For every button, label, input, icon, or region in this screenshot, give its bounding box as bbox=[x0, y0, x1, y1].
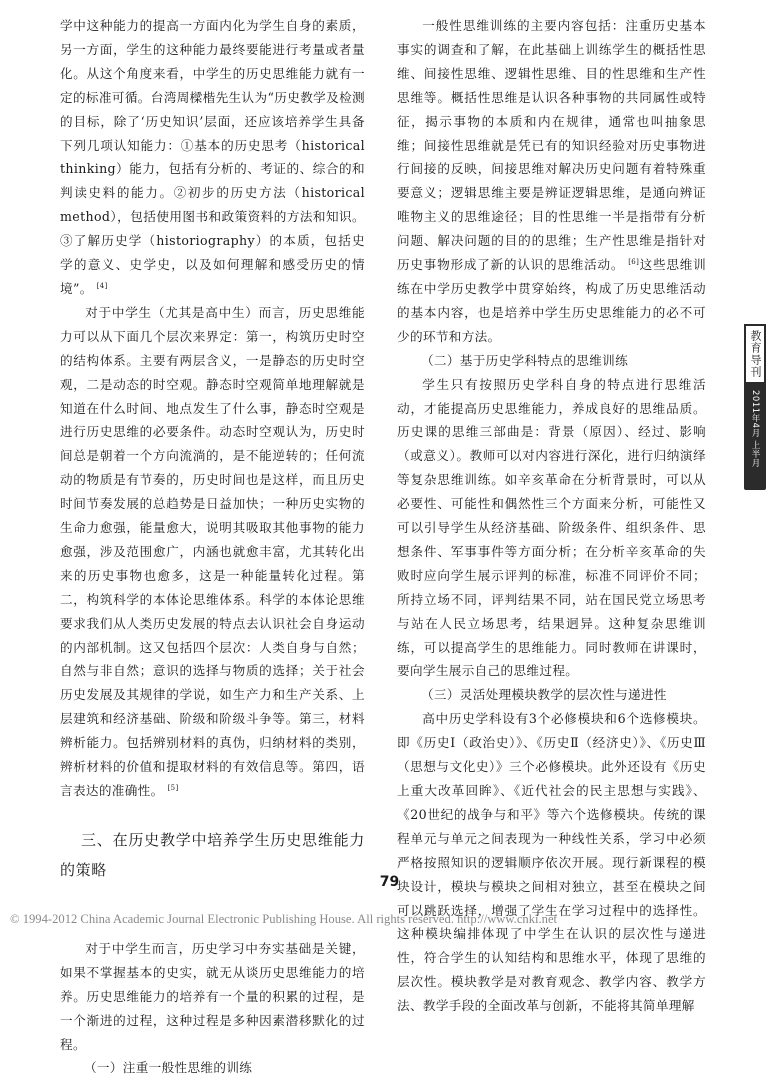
page-number: 79 bbox=[379, 874, 400, 890]
issue-label: 2011年4月 上半月 bbox=[750, 390, 760, 468]
subsection-heading: （二）基于历史学科特点的思维训练 bbox=[420, 352, 629, 368]
subsection-heading: （三）灵活处理模块教学的层次性与递进性 bbox=[420, 687, 667, 703]
paragraph: 学中这种能力的提高一方面内化为学生自身的素质，另一方面，学生的这种能力最终要能进行考量或者量化。从这个角度来看，中学生的历史思维能力就有一定的标准可循。台湾周樑楷先生认为“历史教学及检测的目标，除了‘历史知识’层面，还应该培养学生具备下列几项认知能力：①基本的历史思考（historical thinking）能力，包括有分析的、考证的、综合的和判读史料的能力。②初步的历史方法（historical method），包括使用图书和政策资料的方法和知识。③了解历史学（historiography）的本质，包括史学的意义、史学史，以及如何理解和感受历史的情境”。 [4] bbox=[60, 18, 365, 296]
section-heading: 三、在历史教学中培养学生历史思维能力的策略 bbox=[60, 830, 365, 879]
paragraph: 高中历史学科设有3个必修模块和6个选修模块。即《历史Ⅰ（政治史）》、《历史Ⅱ（经济史）》、《历史Ⅲ（思想与文化史）》三个必修模块。此外还设有《历史上重大改革回眸》、《近代社会的民主思想与实践》、《20世纪的战争与和平》等六个选修模块。传统的课程单元与单元之间表现为一种线性关系，学习中必须严格按照知识的逻辑顺序依次开展。现行新课程的模块设计，模块与模块之间相对独立，甚至在模块之间可以跳跃选择，增强了学生在学习过程中的选择性。这种模块编排体现了中学生在认识的层次性与递进性，符合学生的认知结构和思维水平，体现了思维的层次性。模块教学是对教育观念、教学内容、教学方法、教学手段的全面改革与创新，不能将其简单理解 bbox=[397, 711, 706, 1014]
citation-ref: [6] bbox=[628, 257, 640, 266]
journal-sidebar-tab bbox=[744, 324, 766, 490]
copyright-footer: © 1994-2012 China Academic Journal Electronic Publishing House. All rights reserved. http://www.cnki.net bbox=[10, 912, 558, 926]
paragraph: 学生只有按照历史学科自身的特点进行思维活动，才能提高历史思维能力，养成良好的思维品质。历史课的思维三部曲是：背景（原因）、经过、影响（或意义）。教师可以对内容进行深化，进行归纳演绎等复杂思维训练。如辛亥革命在分析背景时，可以从必要性、可能性和偶然性三个方面来分析，可能性又可以引导学生从经济基础、阶级条件、组织条件、思想条件、军事事件等方面分析；在分析辛亥革命的失败时应向学生展示评判的标准，标准不同评价不同；所持立场不同，评判结果不同，站在国民党立场思考与站在人民立场思考，结果迥异。这种复杂思维训练，可以提高学生的思维能力。同时教师在讲课时，要向学生展示自己的思维过程。 bbox=[397, 376, 706, 679]
subsection-heading: （一）注重一般性思维的训练 bbox=[83, 1060, 253, 1076]
right-column bbox=[397, 14, 706, 1018]
journal-logo: 教育导刊 bbox=[744, 324, 766, 384]
paragraph: 对于中学生而言，历史学习中夯实基础是关键，如果不掌握基本的史实，就无从谈历史思维能力的培养。历史思维能力的培养有一个量的积累的过程，是一个渐进的过程，这种过程是多种因素潜移默化的过程。 bbox=[60, 940, 365, 1052]
citation-ref: [4] bbox=[96, 281, 108, 290]
paragraph: 一般性思维训练的主要内容包括：注重历史基本事实的调查和了解，在此基础上训练学生的概括性思维、间接性思维、逻辑性思维、目的性思维和生产性思维等。概括性思维是认识各种事物的共同属性或特征，揭示事物的本质和内在规律，通常也叫抽象思维；间接性思维就是凭已有的知识经验对历史事物进行间接的反映，间接思维对解决历史问题有着特殊重要意义；逻辑思维主要是辨证逻辑思维，是通向辨证唯物主义的思维途径；目的性思维一半是指带有分析问题、解决问题的目的的思维；生产性思维是指针对历史事物形成了新的认识的思维活动。 [6]这些思维训练在中学历史教学中贯穿始终，构成了历史思维活动的基本内容，也是培养中学生历史思维能力的必不可少的环节和方法。 bbox=[397, 18, 707, 344]
paragraph: 对于中学生（尤其是高中生）而言，历史思维能力可以从下面几个层次来界定：第一，构筑历史时空的结构体系。主要有两层含义，一是静态的历史时空观，二是动态的时空观。静态时空观简单地理解就是知道在什么时间、地点发生了什么事，静态时空观是进行历史思维的必要条件。动态时空观认为，历史时间总是朝着一个方向流淌的，是不能逆转的；任何流动的物质是有节奏的，历史时间也是这样，而且历史时间节奏发展的总趋势是日益加快；一种历史实物的生命力愈强，能量愈大，说明其吸取其他事物的能力愈强，涉及范围愈广，内涵也就愈丰富，尤其转化出来的历史事物也愈多，这是一种能量转化过程。第二，构筑科学的本体论思维体系。科学的本体论思维要求我们从人类历史发展的特点去认识社会自身运动的内部机制。这又包括四个层次：人类自身与自然；自然与非自然；意识的选择与物质的选择；关于社会历史发展及其规律的学说，如生产力和生产关系、上层建筑和经济基础、阶级和阶级斗争等。第三，材料辨析能力。包括辨别材料的真伪，归纳材料的类别，辨析材料的价值和提取材料的有效信息等。第四，语言表达的准确性。 [5] bbox=[60, 304, 365, 798]
citation-ref: [5] bbox=[167, 783, 179, 792]
